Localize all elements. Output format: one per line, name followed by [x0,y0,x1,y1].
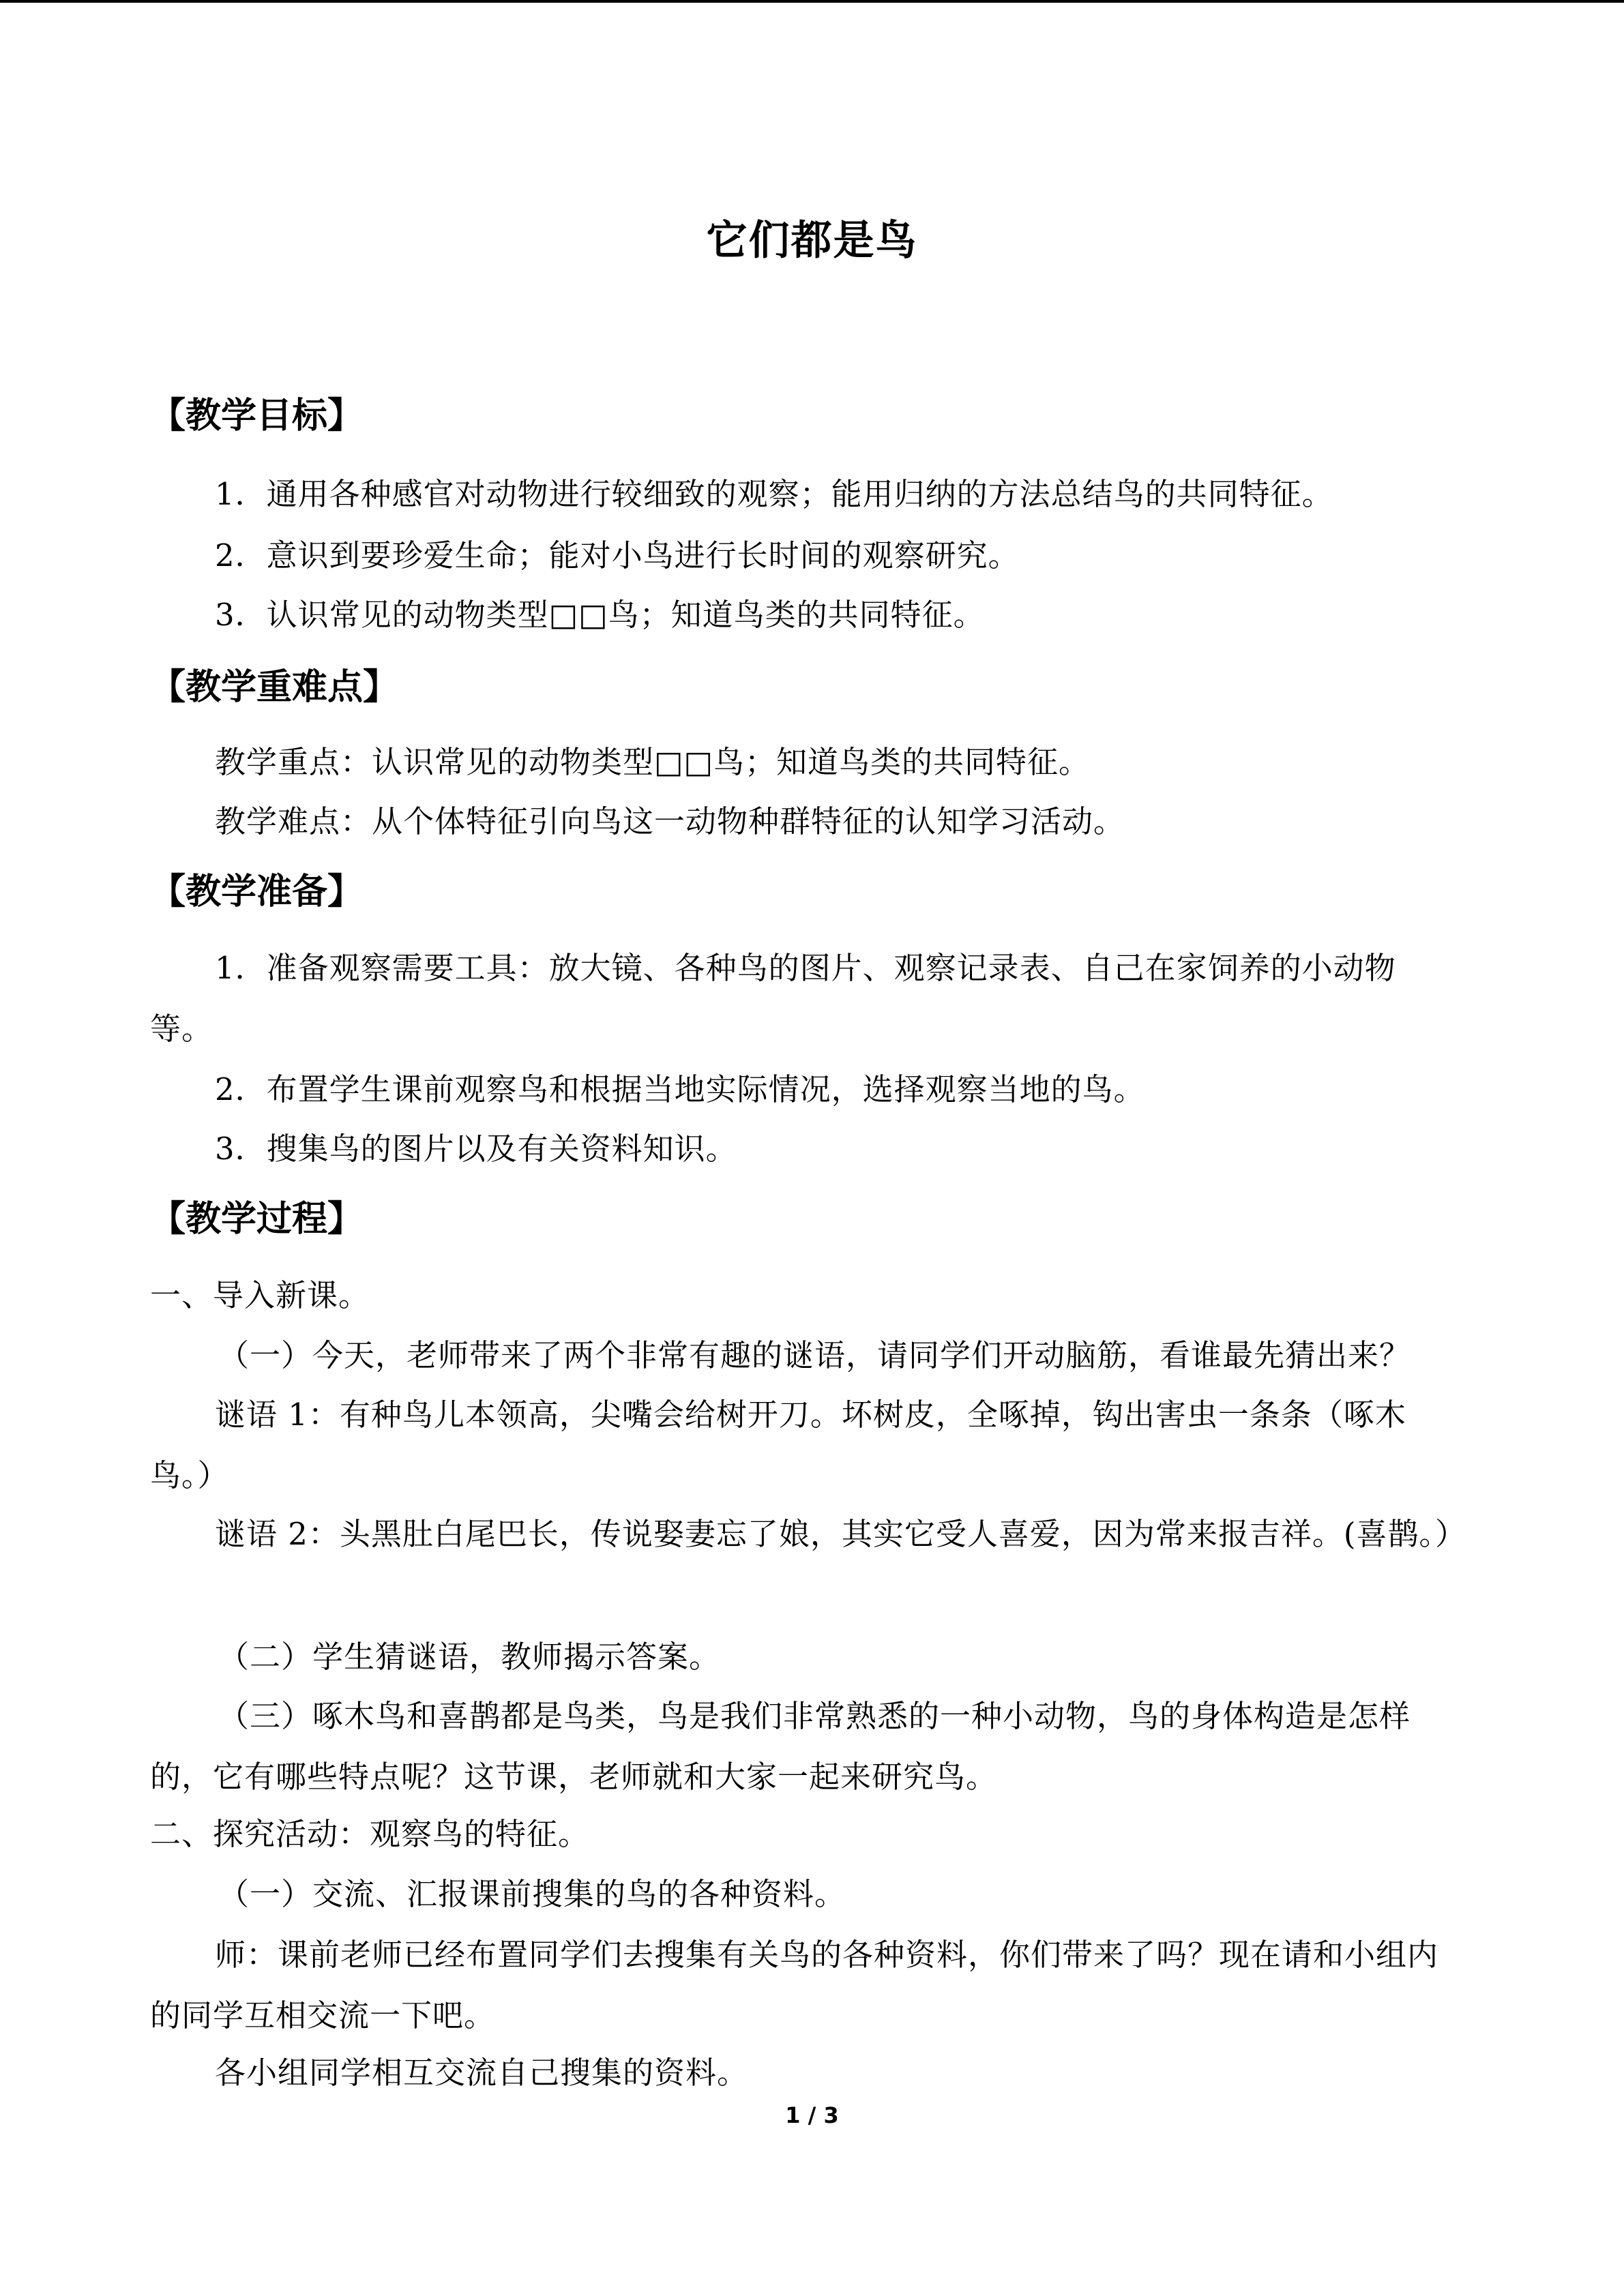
process-part2-title: 二、探究活动：观察鸟的特征。 [150,1816,590,1852]
document-title: 它们都是鸟 [706,217,918,265]
process-part1-item-2: 谜语 1：有种鸟儿本领高，尖嘴会给树开刀。坏树皮，全啄掉，钩出害虫一条条（啄木鸟。） [150,1397,1406,1493]
heading-prep: 【教学准备】 [150,871,364,912]
process-part1-item-1: （一）今天，老师带来了两个非常有趣的谜语，请同学们开动脑筋，看谁最先猜出来？ [218,1337,1411,1373]
process-part1-item-4: （二）学生猜谜语，教师揭示答案。 [218,1639,721,1675]
page-top-border [0,0,1624,3]
process-part2-item-2: 师：课前老师已经布置同学们去搜集有关鸟的各种资料，你们带来了吗？现在请和小组内的同学互相交流一下吧。 [150,1937,1439,2033]
process-part1-item-3: 谜语 2：头黑肚白尾巴长，传说娶妻忘了娘，其实它受人喜爱，因为常来报吉祥。(喜鹊。） [215,1516,1466,1552]
prep-item-2: 2．布置学生课前观察鸟和根据当地实际情况，选择观察当地的鸟。 [215,1071,1145,1107]
prep-item-3: 3．搜集鸟的图片以及有关资料知识。 [215,1131,737,1167]
key-point-2: 教学难点：从个体特征引向鸟这一动物种群特征的认知学习活动。 [215,803,1125,839]
page-number: 1 / 3 [785,2102,839,2128]
process-part1-title: 一、导入新课。 [150,1277,370,1313]
heading-key-points: 【教学重难点】 [150,667,399,708]
goal-item-3: 3．认识常见的动物类型□□鸟；知道鸟类的共同特征。 [215,597,985,633]
process-part1-item-5: （三）啄木鸟和喜鹊都是鸟类，鸟是我们非常熟悉的一种小动物，鸟的身体构造是怎样的，它有哪些特点呢？这节课，老师就和大家一起来研究鸟。 [150,1698,1411,1795]
process-part2-item-3: 各小组同学相互交流自己搜集的资料。 [215,2055,749,2091]
prep-item-1: 1．准备观察需要工具：放大镜、各种鸟的图片、观察记录表、自己在家饲养的小动物等。 [150,950,1396,1047]
key-point-1: 教学重点：认识常见的动物类型□□鸟；知道鸟类的共同特征。 [215,744,1091,780]
heading-goals: 【教学目标】 [150,396,364,436]
heading-process: 【教学过程】 [150,1199,364,1240]
process-part2-item-1: （一）交流、汇报课前搜集的鸟的各种资料。 [218,1876,846,1912]
goal-item-1: 1．通用各种感官对动物进行较细致的观察；能用归纳的方法总结鸟的共同特征。 [215,476,1333,512]
goal-item-2: 2．意识到要珍爱生命；能对小鸟进行长时间的观察研究。 [215,537,1020,573]
